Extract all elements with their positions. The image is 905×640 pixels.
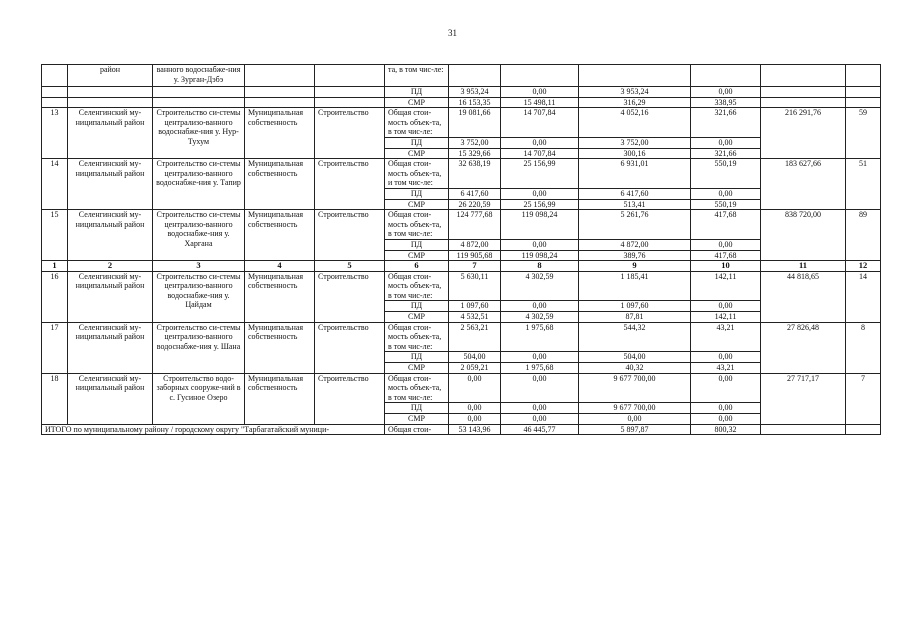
- cell-row-number: 14: [42, 159, 68, 210]
- cell-c7: 124 777,68: [449, 210, 501, 240]
- cell-district: район: [68, 65, 153, 87]
- cell-pd-label: ПД: [385, 403, 449, 414]
- cell-c7: 2 563,21: [449, 322, 501, 352]
- cell-pd-label: ПД: [385, 137, 449, 148]
- header-row: [42, 261, 881, 272]
- cell-pd-label: ПД: [385, 188, 449, 199]
- cell-smr-label: СМР: [385, 414, 449, 425]
- column-number-7: 7: [449, 261, 501, 272]
- table-row-object: [42, 373, 881, 403]
- table-row-object: [42, 210, 881, 240]
- table-total: [42, 424, 881, 435]
- cell-c7: 15 329,66: [449, 148, 501, 159]
- cell-district: Селенгинский му-ниципальный район: [68, 159, 153, 210]
- cell-c10: 550,19: [691, 159, 761, 189]
- cell-c9: 300,16: [579, 148, 691, 159]
- cell-cost-label: Общая стои-мость объек-та, и том чис-ле:: [385, 159, 449, 189]
- cell-c8: 0,00: [501, 301, 579, 312]
- cell-c12: 7: [846, 373, 881, 424]
- table-row-object: [42, 108, 881, 138]
- cell-c7: 6 417,60: [449, 188, 501, 199]
- cell-c9: 6 417,60: [579, 188, 691, 199]
- cell-ownership: Муниципальная собственность: [245, 322, 315, 373]
- cell-smr-label: СМР: [385, 250, 449, 261]
- cell-pd-label: ПД: [385, 87, 449, 98]
- cell-c8: 25 156,99: [501, 159, 579, 189]
- cell-c10: 417,68: [691, 250, 761, 261]
- cell-district: Селенгинский му-ниципальный район: [68, 210, 153, 261]
- table-row-smr: [42, 97, 881, 108]
- cell-c10: 0,00: [691, 188, 761, 199]
- cell-c10: 0,00: [691, 137, 761, 148]
- cell-c9: 389,76: [579, 250, 691, 261]
- cell-c8: 0,00: [501, 87, 579, 98]
- cell-c11: 27 717,17: [761, 373, 846, 424]
- cell-c8: 4 302,59: [501, 271, 579, 301]
- cell-c7: 2 059,21: [449, 363, 501, 374]
- cell-object: Строительство си-стемы централизо-ванного водоснабже-ния у. Цайдам: [153, 271, 245, 322]
- cell-c7: 5 630,11: [449, 271, 501, 301]
- column-number-10: 10: [691, 261, 761, 272]
- cell-row-number: 15: [42, 210, 68, 261]
- total-c10: 800,32: [691, 424, 761, 435]
- total-cost-label: Общая стои-: [385, 424, 449, 435]
- cell-c8: 1 975,68: [501, 322, 579, 352]
- cell-c10: 338,95: [691, 97, 761, 108]
- cell-c8: 0,00: [501, 137, 579, 148]
- cell-type: Строительство: [315, 210, 385, 261]
- cell-c8: 15 498,11: [501, 97, 579, 108]
- cell-c10: 142,11: [691, 271, 761, 301]
- cell-c10: 0,00: [691, 301, 761, 312]
- cell-c7: 4 532,51: [449, 312, 501, 323]
- total-c9: 5 897,87: [579, 424, 691, 435]
- total-c7: 53 143,96: [449, 424, 501, 435]
- cell-smr-label: СМР: [385, 199, 449, 210]
- cell-c7: 504,00: [449, 352, 501, 363]
- cell-object: Строительство си-стемы централизо-ванного водоснабже-ния у. Шана: [153, 322, 245, 373]
- cell-c12: 14: [846, 271, 881, 322]
- cell-c8: 0,00: [501, 188, 579, 199]
- cell-pd-label: ПД: [385, 352, 449, 363]
- total-label: ИТОГО по муниципальному району / городскому округу "Тарбагатайский муници-: [42, 424, 385, 435]
- cell-smr-label: СМР: [385, 312, 449, 323]
- cell-c12: 8: [846, 322, 881, 373]
- column-number-4: 4: [245, 261, 315, 272]
- cell-c8: 14 707,84: [501, 148, 579, 159]
- column-number-1: 1: [42, 261, 68, 272]
- cell-c10: 142,11: [691, 312, 761, 323]
- cell-ownership: Муниципальная собственность: [245, 159, 315, 210]
- cell-ownership: Муниципальная собственность: [245, 210, 315, 261]
- cell-smr-label: СМР: [385, 148, 449, 159]
- cell-c9: 513,41: [579, 199, 691, 210]
- cell-c12: 89: [846, 210, 881, 261]
- cell-c8: 0,00: [501, 373, 579, 403]
- cell-c7: 0,00: [449, 373, 501, 403]
- table-row-object: [42, 322, 881, 352]
- cell-c7: 3 953,24: [449, 87, 501, 98]
- cell-smr-label: СМР: [385, 363, 449, 374]
- cell-c8: 119 098,24: [501, 250, 579, 261]
- cell-c10: 0,00: [691, 373, 761, 403]
- cell-c8: 0,00: [501, 352, 579, 363]
- page-number: 31: [448, 28, 457, 38]
- cell-type: Строительство: [315, 108, 385, 159]
- cell-c7: 0,00: [449, 403, 501, 414]
- cell-c8: 0,00: [501, 403, 579, 414]
- cell-c11: 216 291,76: [761, 108, 846, 159]
- cell-cost-label: Общая стои-мость объек-та, в том чис-ле:: [385, 210, 449, 240]
- cell-row-number: 18: [42, 373, 68, 424]
- cell-c10: 550,19: [691, 199, 761, 210]
- cell-c11: 27 826,48: [761, 322, 846, 373]
- column-number-8: 8: [501, 261, 579, 272]
- cell-c12: 51: [846, 159, 881, 210]
- cell-cost-label: Общая стои-мость объек-та, в том чис-ле:: [385, 108, 449, 138]
- cell-ownership: Муниципальная собственность: [245, 373, 315, 424]
- table-row-object: [42, 271, 881, 301]
- cell-c9: 40,32: [579, 363, 691, 374]
- cell-c10: 0,00: [691, 87, 761, 98]
- cell-c7: 0,00: [449, 414, 501, 425]
- cell-c9: 316,29: [579, 97, 691, 108]
- table-body-upper: [42, 65, 881, 261]
- table-row-continuation: [42, 65, 881, 87]
- cell-object: Строительство си-стемы централизо-ванного водоснабже-ния у. Нур-Тухум: [153, 108, 245, 159]
- cell-c8: 1 975,68: [501, 363, 579, 374]
- cell-c10: 43,21: [691, 363, 761, 374]
- cell-object: Строительство си-стемы централизо-ванного водоснабже-ния у. Харгана: [153, 210, 245, 261]
- cell-cost-label: Общая стои-мость объек-та, в том чис-ле:: [385, 271, 449, 301]
- cell-pd-label: ПД: [385, 301, 449, 312]
- cell-object: ванного водоснабже-ния у. Зурган-Дэбэ: [153, 65, 245, 87]
- cell-row-number: 13: [42, 108, 68, 159]
- column-number-3: 3: [153, 261, 245, 272]
- cell-district: Селенгинский му-ниципальный район: [68, 271, 153, 322]
- cell-c7: 119 905,68: [449, 250, 501, 261]
- cell-cost-label: Общая стои-мость объек-та, в том чис-ле:: [385, 373, 449, 403]
- cell-c8: 14 707,84: [501, 108, 579, 138]
- cell-cost-label: та, в том чис-ле:: [385, 65, 449, 87]
- cell-object: Строительство водо-заборных сооруже-ний в с. Гусиное Озеро: [153, 373, 245, 424]
- cell-district: Селенгинский му-ниципальный район: [68, 373, 153, 424]
- cell-c8: 4 302,59: [501, 312, 579, 323]
- cell-c9: 1 185,41: [579, 271, 691, 301]
- cell-type: Строительство: [315, 373, 385, 424]
- cell-c8: 25 156,99: [501, 199, 579, 210]
- cell-pd-label: ПД: [385, 239, 449, 250]
- cell-c9: 4 872,00: [579, 239, 691, 250]
- cell-c7: 1 097,60: [449, 301, 501, 312]
- cell-ownership: Муниципальная собственность: [245, 108, 315, 159]
- cell-smr-label: СМР: [385, 97, 449, 108]
- cell-c7: 32 638,19: [449, 159, 501, 189]
- cell-c9: 6 931,01: [579, 159, 691, 189]
- cell-c10: 321,66: [691, 148, 761, 159]
- column-number-6: 6: [385, 261, 449, 272]
- cell-type: Строительство: [315, 159, 385, 210]
- cell-cost-label: Общая стои-мость объек-та, в том чис-ле:: [385, 322, 449, 352]
- cell-row-number: 17: [42, 322, 68, 373]
- column-number-11: 11: [761, 261, 846, 272]
- cell-c10: 0,00: [691, 352, 761, 363]
- cell-c11: 183 627,66: [761, 159, 846, 210]
- cell-c10: 43,21: [691, 322, 761, 352]
- cell-c10: 0,00: [691, 414, 761, 425]
- column-number-9: 9: [579, 261, 691, 272]
- cell-c9: 504,00: [579, 352, 691, 363]
- cell-c9: 0,00: [579, 414, 691, 425]
- investment-table: [41, 64, 881, 435]
- cell-c7: 4 872,00: [449, 239, 501, 250]
- cell-c9: 9 677 700,00: [579, 403, 691, 414]
- cell-district: Селенгинский му-ниципальный район: [68, 322, 153, 373]
- cell-c7: 16 153,35: [449, 97, 501, 108]
- cell-c9: 1 097,60: [579, 301, 691, 312]
- cell-c7: 26 220,59: [449, 199, 501, 210]
- cell-type: Строительство: [315, 322, 385, 373]
- column-number-header: [42, 261, 881, 272]
- cell-c9: 4 052,16: [579, 108, 691, 138]
- cell-row-number: 16: [42, 271, 68, 322]
- table-row-pd: [42, 87, 881, 98]
- cell-object: Строительство си-стемы централизо-ванного водоснабже-ния у. Тапир: [153, 159, 245, 210]
- cell-c10: 0,00: [691, 403, 761, 414]
- cell-type: Строительство: [315, 271, 385, 322]
- column-number-2: 2: [68, 261, 153, 272]
- cell-c7: 3 752,00: [449, 137, 501, 148]
- cell-ownership: Муниципальная собственность: [245, 271, 315, 322]
- cell-c9: 3 953,24: [579, 87, 691, 98]
- cell-c9: 3 752,00: [579, 137, 691, 148]
- table-row-object: [42, 159, 881, 189]
- table-body-lower: [42, 271, 881, 424]
- cell-c10: 417,68: [691, 210, 761, 240]
- cell-c8: 0,00: [501, 414, 579, 425]
- total-c8: 46 445,77: [501, 424, 579, 435]
- cell-c12: 59: [846, 108, 881, 159]
- cell-c8: 119 098,24: [501, 210, 579, 240]
- cell-c9: 87,81: [579, 312, 691, 323]
- cell-c9: 5 261,76: [579, 210, 691, 240]
- cell-c11: 838 720,00: [761, 210, 846, 261]
- column-number-5: 5: [315, 261, 385, 272]
- cell-c9: 544,32: [579, 322, 691, 352]
- cell-c11: 44 818,65: [761, 271, 846, 322]
- cell-c10: 321,66: [691, 108, 761, 138]
- table-row-total: [42, 424, 881, 435]
- column-number-12: 12: [846, 261, 881, 272]
- cell-c7: 19 081,66: [449, 108, 501, 138]
- cell-c10: 0,00: [691, 239, 761, 250]
- cell-c8: 0,00: [501, 239, 579, 250]
- cell-district: Селенгинский му-ниципальный район: [68, 108, 153, 159]
- cell-c9: 9 677 700,00: [579, 373, 691, 403]
